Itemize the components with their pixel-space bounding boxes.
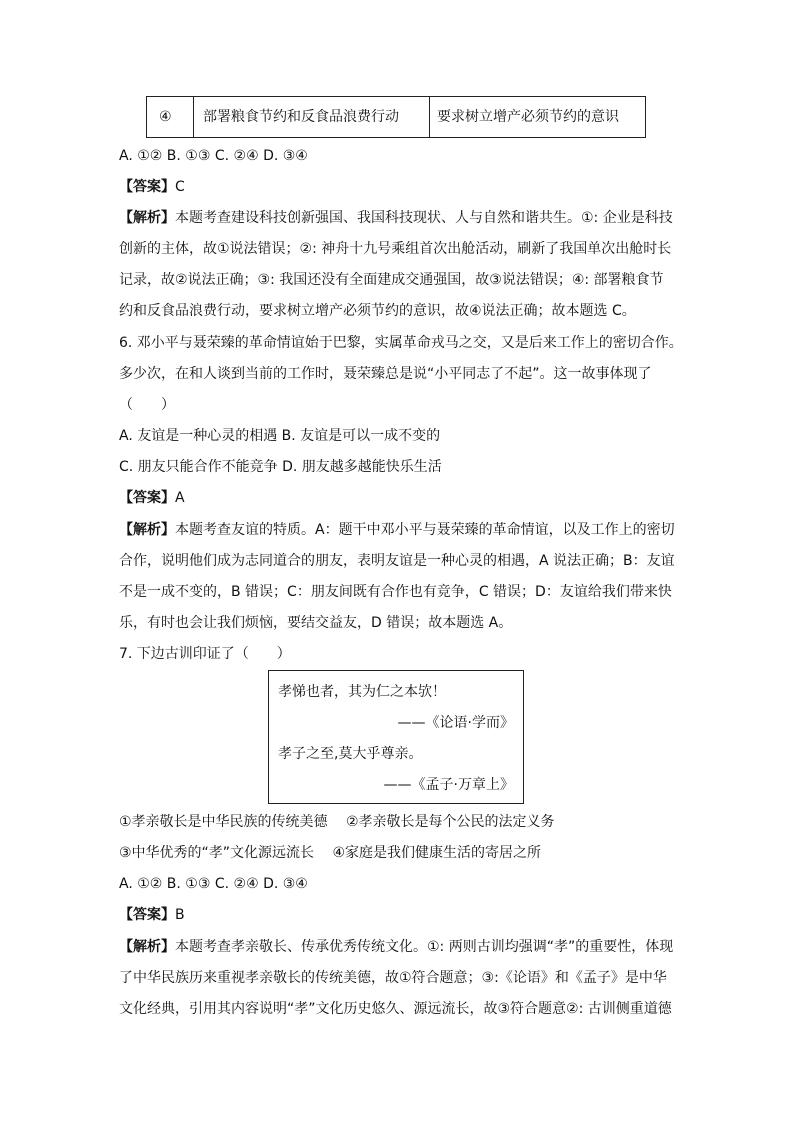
q6-analysis-line: 乐，有时也会让我们烦恼，要结交益友，D 错误；故本题选 A。 — [119, 615, 513, 631]
q6-answer — [119, 488, 185, 508]
answer-value: A — [175, 490, 185, 506]
analysis-label: 【解析】 — [119, 939, 175, 955]
table-divider — [429, 97, 430, 137]
options-table — [146, 96, 646, 138]
q6-stem-line: （ ） — [119, 397, 175, 413]
answer-label: 【答案】 — [119, 907, 175, 923]
q7-statement-line: ①孝亲敬长是中华民族的传统美德 ②孝亲敬长是每个公民的法定义务 — [119, 814, 555, 830]
table-cell-event: 部署粮食节约和反食品浪费行动 — [203, 109, 399, 125]
table-cell-meaning: 要求树立增产必须节约的意识 — [437, 109, 619, 125]
q6-stem-line: 6. 邓小平与聂荣臻的革命情谊始于巴黎，实属革命戎马之交，又是后来工作上的密切合作。 — [119, 335, 683, 351]
q6-option-line: C. 朋友只能合作不能竞争 D. 朋友越多越能快乐生活 — [119, 459, 442, 475]
q6-analysis-line: 【解析】本题考查友谊的特质。A：题干中邓小平与聂荣臻的革命情谊，以及工作上的密切 — [119, 522, 675, 538]
q5-analysis-line: 创新的主体，故①说法错误；②: 神舟十九号乘组首次出舱活动，刷新了我国单次出舱时长 — [119, 241, 672, 257]
q7-options: A. ①② B. ①③ C. ②④ D. ③④ — [119, 876, 308, 892]
answer-value: C — [175, 179, 185, 195]
quote-source: ——《论语·学而》 — [397, 715, 514, 731]
quote-text: 孝子之至,莫大乎尊亲。 — [278, 746, 423, 762]
q7-stem: 7. 下边古训印证了（ ） — [119, 646, 291, 662]
q7-analysis-line: 了中华民族历来重视孝亲敬长的传统美德，故①符合题意；③:《论语》和《孟子》是中华 — [119, 970, 667, 986]
q6-analysis-line: 不是一成不变的，B 错误；C：朋友间既有合作也有竞争，C 错误；D：友谊给我们带来快 — [119, 584, 672, 600]
q7-answer — [119, 905, 185, 925]
quote-box — [268, 670, 524, 804]
q6-stem-line: 多少次，在和人谈到当前的工作时，聂荣臻总是说“小平同志了不起”。这一故事体现了 — [119, 366, 652, 382]
table-cell-number: ④ — [159, 109, 172, 125]
q6-option-line: A. 友谊是一种心灵的相遇 B. 友谊是可以一成不变的 — [119, 428, 441, 444]
q5-answer — [119, 177, 185, 197]
q5-analysis-line: 约和反食品浪费行动，要求树立增产必须节约的意识，故④说法正确；故本题选 C。 — [119, 303, 636, 319]
q5-analysis-line: 记录，故②说法正确；③: 我国还没有全面建成交通强国，故③说法错误；④: 部署粮食节 — [119, 272, 664, 288]
q7-statement-line: ③中华优秀的“孝”文化源远流长 ④家庭是我们健康生活的寄居之所 — [119, 845, 542, 861]
quote-text: 孝悌也者，其为仁之本欤！ — [278, 684, 446, 700]
answer-value: B — [175, 907, 185, 923]
q7-analysis-line: 文化经典，引用其内容说明“孝”文化历史悠久、源远流长，故③符合题意②: 古训侧重道德 — [119, 1001, 672, 1017]
q6-analysis-line: 合作，说明他们成为志同道合的朋友，表明友谊是一种心灵的相遇，A 说法正确；B：友谊 — [119, 553, 675, 569]
analysis-label: 【解析】 — [119, 210, 175, 226]
analysis-label: 【解析】 — [119, 522, 175, 538]
quote-source: ——《孟子·万章上》 — [383, 777, 514, 793]
answer-label: 【答案】 — [119, 490, 175, 506]
q7-analysis-line: 【解析】本题考查孝亲敬长、传承优秀传统文化。①: 两则古训均强调“孝”的重要性，体现 — [119, 939, 674, 955]
q5-analysis-line: 【解析】本题考查建设科技创新强国、我国科技现状、人与自然和谐共生。①: 企业是科技 — [119, 210, 673, 226]
table-divider — [193, 97, 194, 137]
q5-options: A. ①② B. ①③ C. ②④ D. ③④ — [119, 148, 308, 164]
answer-label: 【答案】 — [119, 179, 175, 195]
